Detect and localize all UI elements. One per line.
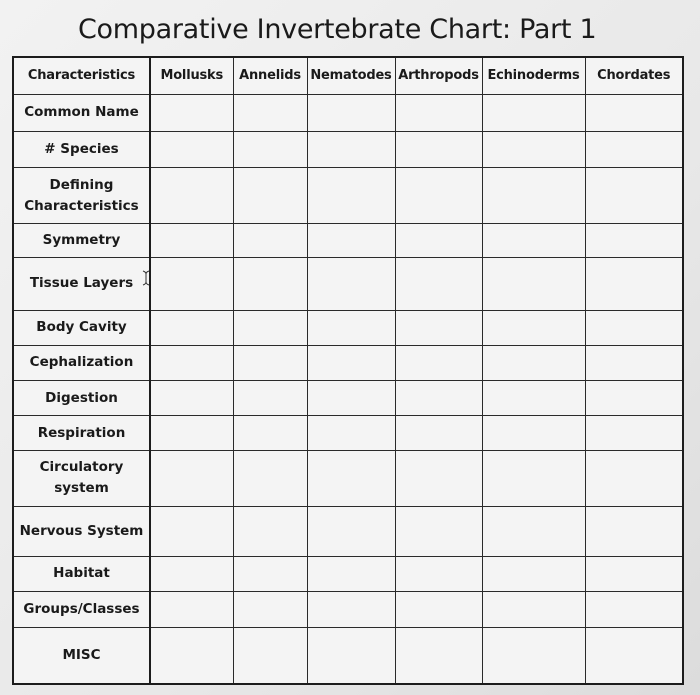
cell-digestion-mollusks[interactable] (150, 380, 233, 415)
cell-tissue-layers-nematodes[interactable] (307, 258, 395, 310)
cell-digestion-annelids[interactable] (233, 380, 307, 415)
cell-circulatory-system-echinoderms[interactable] (482, 451, 585, 506)
cell-groups-classes-arthropods[interactable] (395, 591, 482, 627)
table-row (13, 310, 683, 345)
comparative-chart-table (12, 56, 684, 685)
cell-species-echinoderms[interactable] (482, 131, 585, 167)
cell-species-arthropods[interactable] (395, 131, 482, 167)
cell-groups-classes-echinoderms[interactable] (482, 591, 585, 627)
row-label-tissue-layers: Tissue Layers (13, 258, 150, 310)
cell-digestion-chordates[interactable] (585, 380, 683, 415)
cell-digestion-nematodes[interactable] (307, 380, 395, 415)
cell-digestion-echinoderms[interactable] (482, 380, 585, 415)
cell-symmetry-annelids[interactable] (233, 224, 307, 258)
cell-body-cavity-annelids[interactable] (233, 310, 307, 345)
table-row (13, 224, 683, 258)
cell-cephalization-nematodes[interactable] (307, 345, 395, 380)
cell-cephalization-annelids[interactable] (233, 345, 307, 380)
row-label-habitat: Habitat (13, 556, 150, 591)
table-row (13, 451, 683, 506)
cell-nervous-system-arthropods[interactable] (395, 506, 482, 556)
cell-defining-characteristics-arthropods[interactable] (395, 167, 482, 223)
header-chordates: Chordates (585, 57, 683, 94)
cell-body-cavity-nematodes[interactable] (307, 310, 395, 345)
cell-respiration-arthropods[interactable] (395, 416, 482, 451)
row-label-misc: MISC (13, 628, 150, 684)
table-row (13, 506, 683, 556)
cell-groups-classes-nematodes[interactable] (307, 591, 395, 627)
cell-digestion-arthropods[interactable] (395, 380, 482, 415)
cell-body-cavity-arthropods[interactable] (395, 310, 482, 345)
cell-misc-arthropods[interactable] (395, 628, 482, 684)
text-cursor-icon (142, 270, 150, 286)
cell-misc-echinoderms[interactable] (482, 628, 585, 684)
header-row (13, 57, 683, 94)
cell-misc-nematodes[interactable] (307, 628, 395, 684)
table-row (13, 345, 683, 380)
table-row (13, 258, 683, 310)
cell-tissue-layers-arthropods[interactable] (395, 258, 482, 310)
cell-body-cavity-mollusks[interactable] (150, 310, 233, 345)
cell-circulatory-system-mollusks[interactable] (150, 451, 233, 506)
cell-respiration-nematodes[interactable] (307, 416, 395, 451)
cell-circulatory-system-nematodes[interactable] (307, 451, 395, 506)
cell-common-name-arthropods[interactable] (395, 94, 482, 131)
cell-tissue-layers-echinoderms[interactable] (482, 258, 585, 310)
cell-habitat-annelids[interactable] (233, 556, 307, 591)
table-row (13, 416, 683, 451)
cell-species-annelids[interactable] (233, 131, 307, 167)
row-label-defining-characteristics: Defining Characteristics (13, 167, 150, 223)
cell-body-cavity-echinoderms[interactable] (482, 310, 585, 345)
cell-nervous-system-mollusks[interactable] (150, 506, 233, 556)
row-label-groups-classes: Groups/Classes (13, 591, 150, 627)
cell-misc-mollusks[interactable] (150, 628, 233, 684)
cell-misc-annelids[interactable] (233, 628, 307, 684)
table-row (13, 628, 683, 684)
cell-respiration-echinoderms[interactable] (482, 416, 585, 451)
cell-circulatory-system-annelids[interactable] (233, 451, 307, 506)
header-characteristics: Characteristics (13, 57, 150, 94)
cell-habitat-mollusks[interactable] (150, 556, 233, 591)
cell-habitat-echinoderms[interactable] (482, 556, 585, 591)
row-label-species: # Species (13, 131, 150, 167)
row-label-circulatory-system: Circulatory system (13, 451, 150, 506)
cell-tissue-layers-annelids[interactable] (233, 258, 307, 310)
cell-habitat-nematodes[interactable] (307, 556, 395, 591)
header-arthropods: Arthropods (395, 57, 482, 94)
cell-cephalization-echinoderms[interactable] (482, 345, 585, 380)
page-title: Comparative Invertebrate Chart: Part 1 (78, 14, 597, 45)
cell-common-name-nematodes[interactable] (307, 94, 395, 131)
cell-common-name-annelids[interactable] (233, 94, 307, 131)
row-label-respiration: Respiration (13, 416, 150, 451)
cell-cephalization-arthropods[interactable] (395, 345, 482, 380)
table-row (13, 167, 683, 223)
cell-respiration-mollusks[interactable] (150, 416, 233, 451)
cell-symmetry-mollusks[interactable] (150, 224, 233, 258)
row-label-digestion: Digestion (13, 380, 150, 415)
cell-defining-characteristics-chordates[interactable] (585, 167, 683, 223)
cell-misc-chordates[interactable] (585, 628, 683, 684)
table-row (13, 591, 683, 627)
cell-symmetry-chordates[interactable] (585, 224, 683, 258)
cell-cephalization-mollusks[interactable] (150, 345, 233, 380)
cell-respiration-annelids[interactable] (233, 416, 307, 451)
header-mollusks: Mollusks (150, 57, 233, 94)
cell-symmetry-echinoderms[interactable] (482, 224, 585, 258)
cell-groups-classes-chordates[interactable] (585, 591, 683, 627)
cell-symmetry-arthropods[interactable] (395, 224, 482, 258)
cell-defining-characteristics-mollusks[interactable] (150, 167, 233, 223)
table-row (13, 94, 683, 131)
header-echinoderms: Echinoderms (482, 57, 585, 94)
header-nematodes: Nematodes (307, 57, 395, 94)
cell-defining-characteristics-echinoderms[interactable] (482, 167, 585, 223)
cell-common-name-mollusks[interactable] (150, 94, 233, 131)
cell-nervous-system-chordates[interactable] (585, 506, 683, 556)
cell-groups-classes-annelids[interactable] (233, 591, 307, 627)
cell-circulatory-system-chordates[interactable] (585, 451, 683, 506)
cell-tissue-layers-mollusks[interactable] (150, 258, 233, 310)
cell-habitat-chordates[interactable] (585, 556, 683, 591)
cell-nervous-system-echinoderms[interactable] (482, 506, 585, 556)
row-label-cephalization: Cephalization (13, 345, 150, 380)
cell-defining-characteristics-annelids[interactable] (233, 167, 307, 223)
cell-cephalization-chordates[interactable] (585, 345, 683, 380)
cell-nervous-system-nematodes[interactable] (307, 506, 395, 556)
cell-body-cavity-chordates[interactable] (585, 310, 683, 345)
header-annelids: Annelids (233, 57, 307, 94)
row-label-body-cavity: Body Cavity (13, 310, 150, 345)
table-row (13, 556, 683, 591)
table-row (13, 380, 683, 415)
row-label-common-name: Common Name (13, 94, 150, 131)
cell-tissue-layers-chordates[interactable] (585, 258, 683, 310)
cell-circulatory-system-arthropods[interactable] (395, 451, 482, 506)
row-label-nervous-system: Nervous System (13, 506, 150, 556)
cell-groups-classes-mollusks[interactable] (150, 591, 233, 627)
cell-species-nematodes[interactable] (307, 131, 395, 167)
cell-defining-characteristics-nematodes[interactable] (307, 167, 395, 223)
cell-common-name-chordates[interactable] (585, 94, 683, 131)
cell-respiration-chordates[interactable] (585, 416, 683, 451)
cell-habitat-arthropods[interactable] (395, 556, 482, 591)
cell-species-chordates[interactable] (585, 131, 683, 167)
row-label-symmetry: Symmetry (13, 224, 150, 258)
cell-symmetry-nematodes[interactable] (307, 224, 395, 258)
cell-species-mollusks[interactable] (150, 131, 233, 167)
cell-common-name-echinoderms[interactable] (482, 94, 585, 131)
table-row (13, 131, 683, 167)
cell-nervous-system-annelids[interactable] (233, 506, 307, 556)
